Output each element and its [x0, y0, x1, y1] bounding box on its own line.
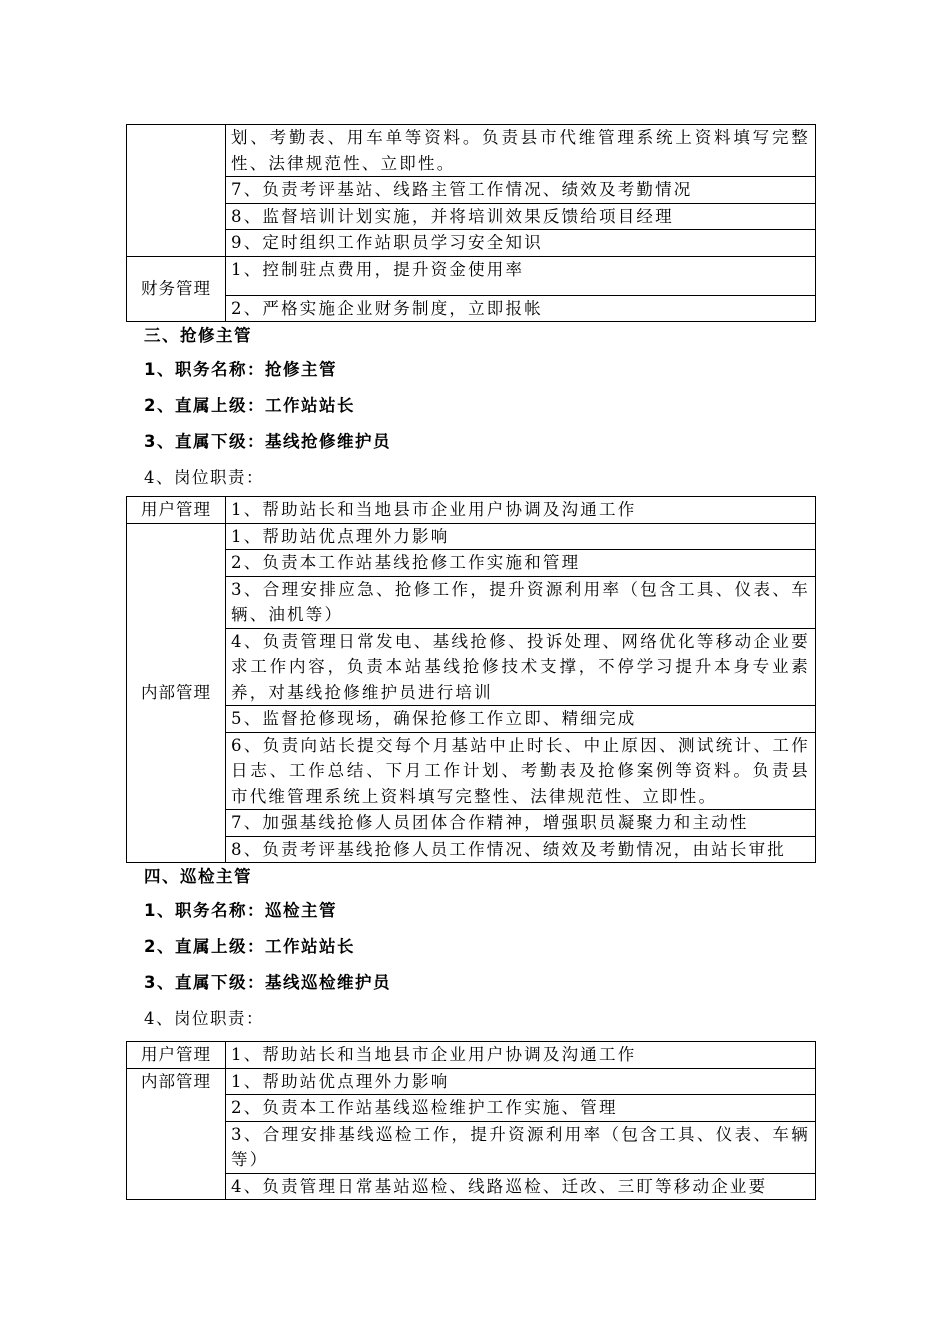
table-row: [127, 203, 816, 230]
duties-label: 4、岗位职责：: [144, 468, 264, 487]
table-row: [127, 295, 816, 322]
document-page: [126, 124, 816, 1200]
duty-item: 7、加强基线抢修人员团体合作精神，增强职员凝聚力和主动性: [226, 810, 816, 837]
table-row: [127, 1068, 816, 1095]
category-cell-user: 用户管理: [127, 497, 226, 524]
table-row: [127, 1095, 816, 1122]
category-cell-user: 用户管理: [127, 1042, 226, 1069]
duty-item: 2、负责本工作站基线巡检维护工作实施、管理: [226, 1095, 816, 1122]
duty-item: 7、负责考评基站、线路主管工作情况、绩效及考勤情况: [226, 177, 816, 204]
category-cell-blank: [127, 125, 226, 257]
category-cell-internal: 内部管理: [127, 523, 226, 863]
duty-item: 1、帮助站优点理外力影响: [226, 1068, 816, 1095]
duty-item: 2、负责本工作站基线抢修工作实施和管理: [226, 550, 816, 577]
table-row: [127, 810, 816, 837]
table-row: [127, 125, 816, 177]
duties-label: 4、岗位职责：: [144, 1009, 264, 1028]
superior-line: 2、直属上级：工作站站长: [144, 937, 355, 956]
duty-item: 1、控制驻点费用，提升资金使用率: [226, 256, 816, 295]
duty-table-continued: [126, 124, 816, 322]
duty-item: 1、帮助站长和当地县市企业用户协调及沟通工作: [226, 497, 816, 524]
table-row: [127, 836, 816, 863]
table-row: [127, 1121, 816, 1173]
section-heading: 三、抢修主管: [144, 326, 252, 345]
duty-item: 4、负责管理日常发电、基线抢修、投诉处理、网络优化等移动企业要求工作内容，负责本站基线抢修技术支撑，不停学习提升本身专业素养，对基线抢修维护员进行培训: [226, 628, 816, 706]
table-row: [127, 256, 816, 295]
duty-item: 划、考勤表、用车单等资料。负责县市代维管理系统上资料填写完整性、法律规范性、立即性。: [226, 125, 816, 177]
duty-item: 1、帮助站长和当地县市企业用户协调及沟通工作: [226, 1042, 816, 1069]
duty-item: 2、严格实施企业财务制度，立即报帐: [226, 295, 816, 322]
table-row: [127, 523, 816, 550]
duty-item: 1、帮助站优点理外力影响: [226, 523, 816, 550]
superior-line: 2、直属上级：工作站站长: [144, 396, 355, 415]
table-row: [127, 1042, 816, 1069]
table-row: [127, 576, 816, 628]
table-row: [127, 550, 816, 577]
table-row: [127, 177, 816, 204]
section-heading: 四、巡检主管: [144, 867, 252, 886]
table-row: [127, 1173, 816, 1200]
duty-item: 6、负责向站长提交每个月基站中止时长、中止原因、测试统计、工作日志、工作总结、下月工作计划、考勤表及抢修案例等资料。负责县市代维管理系统上资料填写完整性、法律规范性、立即性。: [226, 732, 816, 810]
duty-table-inspection: [126, 1041, 816, 1200]
category-cell-finance: 财务管理: [127, 256, 226, 322]
table-row: [127, 497, 816, 524]
duty-item: 8、监督培训计划实施，并将培训效果反馈给项目经理: [226, 203, 816, 230]
duty-item: 3、合理安排应急、抢修工作，提升资源利用率（包含工具、仪表、车辆、油机等）: [226, 576, 816, 628]
job-title-line: 1、职务名称：巡检主管: [144, 901, 337, 920]
duty-item: 3、合理安排基线巡检工作，提升资源利用率（包含工具、仪表、车辆等）: [226, 1121, 816, 1173]
table-row: [127, 706, 816, 733]
table-row: [127, 732, 816, 810]
duty-table-repair: [126, 496, 816, 863]
duty-item: 9、定时组织工作站职员学习安全知识: [226, 230, 816, 257]
duty-item: 8、负责考评基线抢修人员工作情况、绩效及考勤情况，由站长审批: [226, 836, 816, 863]
category-cell-internal: 内部管理: [127, 1068, 226, 1200]
table-row: [127, 230, 816, 257]
subordinate-line: 3、直属下级：基线巡检维护员: [144, 973, 391, 992]
duty-item: 5、监督抢修现场，确保抢修工作立即、精细完成: [226, 706, 816, 733]
table-row: [127, 628, 816, 706]
subordinate-line: 3、直属下级：基线抢修维护员: [144, 432, 391, 451]
job-title-line: 1、职务名称：抢修主管: [144, 360, 337, 379]
duty-item: 4、负责管理日常基站巡检、线路巡检、迁改、三盯等移动企业要: [226, 1173, 816, 1200]
